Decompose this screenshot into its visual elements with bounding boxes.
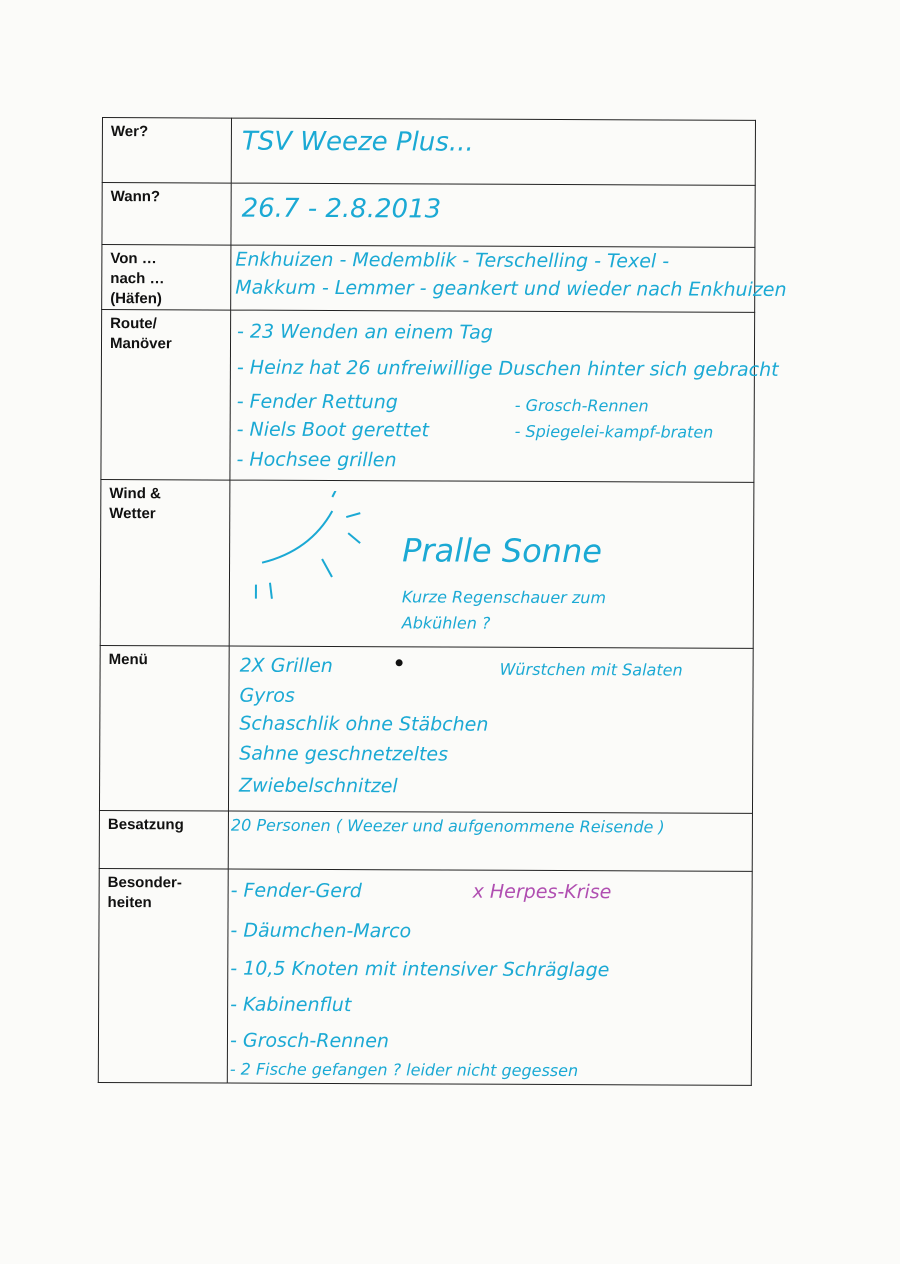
menu-line-5: Zwiebelschnitzel (239, 774, 398, 798)
label-wetter: Wind & Wetter (100, 479, 230, 646)
row-von (102, 245, 755, 313)
row-wer (102, 118, 755, 186)
sun-drawing-icon (240, 491, 381, 612)
besonder-line-4: - Kabinenflut (230, 993, 352, 1017)
besonder-line-2: - Däumchen-Marco (230, 919, 412, 943)
value-menu-cell (228, 646, 753, 813)
row-besatzung (99, 810, 752, 871)
menu-line-2: Gyros (239, 684, 295, 707)
label-besatzung: Besatzung (99, 810, 228, 869)
label-von: Von … nach … (Häfen) (102, 245, 231, 311)
trip-report-form (98, 117, 787, 1086)
label-besonderheiten: Besonder- heiten (98, 868, 228, 1083)
value-besatzung-cell (228, 811, 752, 871)
menu-line-1: 2X Grillen (239, 654, 333, 678)
value-wann: 26.7 - 2.8.2013 (241, 193, 442, 225)
route-line-1: - 23 Wenden an einem Tag (237, 320, 493, 344)
row-besonderheiten (98, 868, 752, 1085)
menu-right-line: Würstchen mit Salaten (499, 659, 683, 680)
route-line-4: - Niels Boot gerettet (236, 418, 430, 442)
besonder-line-1: - Fender-Gerd (230, 879, 362, 903)
besonder-line-3: - 10,5 Knoten mit intensiver Schräglage (230, 957, 610, 982)
value-wann-cell (231, 183, 755, 247)
value-wer: TSV Weeze Plus... (241, 126, 474, 158)
menu-line-3: Schaschlik ohne Stäbchen (239, 712, 489, 736)
value-wetter-cell (229, 480, 754, 648)
row-route (101, 310, 755, 483)
value-wer-cell (231, 118, 755, 185)
value-von-cell (231, 245, 787, 312)
wetter-line-2: Abkühlen ? (401, 613, 491, 633)
besonder-line-6: - 2 Fische gefangen ? leider nicht gegessen (229, 1059, 579, 1081)
row-wann (102, 183, 755, 248)
label-route: Route/ Manöver (101, 310, 231, 481)
besonder-purple-note: x Herpes-Krise (472, 880, 612, 904)
value-besonderheiten-cell (227, 869, 752, 1085)
wetter-line-1: Kurze Regenschauer zum (401, 587, 607, 608)
route-line-5: - Hochsee grillen (236, 448, 397, 472)
value-von-line-1: Enkhuizen - Medemblik - Terschelling - Texel - (235, 248, 670, 273)
row-menu (99, 645, 753, 813)
route-line-3: - Fender Rettung (236, 390, 398, 414)
route-line-2: - Heinz hat 26 unfreiwillige Duschen hinter sich gebracht (236, 356, 779, 381)
ink-dot (396, 659, 403, 666)
wetter-title: Pralle Sonne (402, 531, 603, 571)
label-menu: Menü (99, 645, 229, 811)
menu-line-4: Sahne geschnetzeltes (239, 742, 449, 766)
label-wann: Wann? (102, 183, 231, 246)
row-wetter (100, 479, 754, 648)
value-besatzung: 20 Personen ( Weezer und aufgenommene Reisende ) (230, 815, 665, 837)
value-route-cell (230, 310, 779, 482)
label-wer: Wer? (102, 118, 231, 184)
route-right-line-1: - Grosch-Rennen (514, 395, 649, 416)
besonder-line-5: - Grosch-Rennen (229, 1029, 390, 1053)
route-right-line-2: - Spiegelei-kampf-braten (514, 421, 714, 442)
value-von-line-2: Makkum - Lemmer - geankert und wieder nach Enkhuizen (235, 276, 787, 301)
